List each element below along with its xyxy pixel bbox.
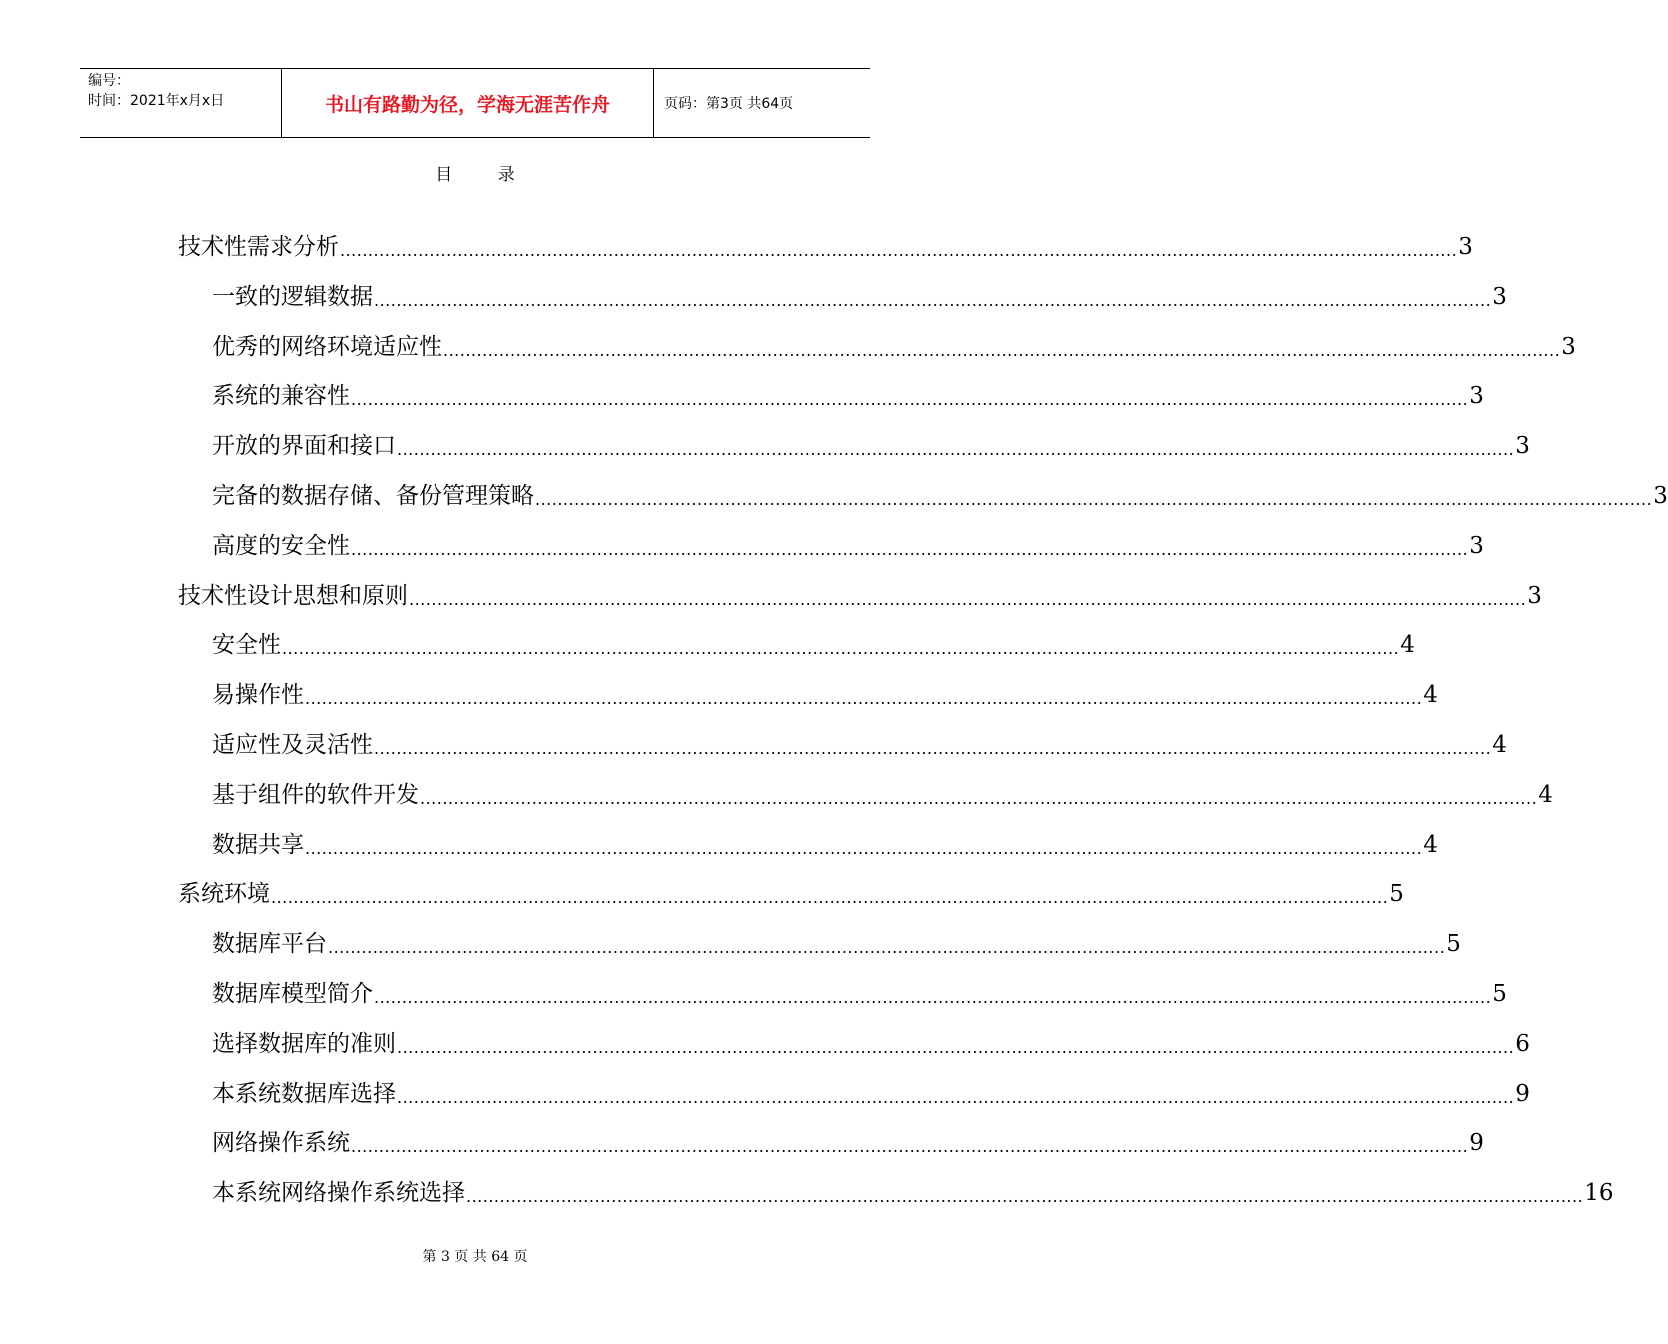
header-page-info: 页码：第3页 共64页 <box>664 96 794 112</box>
toc-leader-dots: ........................................................................................................................................................................................................ <box>282 639 1400 659</box>
toc-title <box>0 160 950 185</box>
toc-entry[interactable] <box>212 979 1507 1009</box>
toc-leader-dots: ........................................................................................................................................................................................................ <box>340 241 1458 260</box>
toc-entry-label: 优秀的网络环境适应性 <box>212 333 442 360</box>
toc-entry-label: 数据库模型简介 <box>212 981 373 1007</box>
toc-leader-dots: ........................................................................................................................................................................................................ <box>351 1137 1469 1157</box>
toc-entry-label: 系统环境 <box>178 881 270 908</box>
toc-entry-label: 技术性需求分析 <box>178 234 339 260</box>
toc-entry-label: 数据共享 <box>212 831 304 858</box>
toc-leader-dots: ........................................................................................................................................................................................................ <box>374 290 1492 310</box>
toc-entry-page: 3 <box>1515 433 1530 460</box>
toc-entry-page: 3 <box>1527 582 1542 609</box>
toc-entry-label: 系统的兼容性 <box>212 383 350 410</box>
toc-entry[interactable] <box>212 1128 1484 1158</box>
toc-leader-dots: ........................................................................................................................................................................................................ <box>305 838 1423 858</box>
toc-entry-label: 完备的数据存储、备份管理策略 <box>212 483 534 509</box>
toc-entry-label: 高度的安全性 <box>212 532 350 559</box>
toc-entry-label: 选择数据库的准则 <box>212 1030 396 1057</box>
toc-entry-page: 4 <box>1492 732 1507 758</box>
toc-entry-label: 技术性设计思想和原则 <box>178 582 408 609</box>
header-motto: 书山有路勤为径，学海无涯苦作舟 <box>282 69 654 137</box>
toc-entry[interactable] <box>212 481 1668 511</box>
toc-title-right: 录 <box>497 165 515 185</box>
toc-entry-page: 9 <box>1515 1080 1530 1107</box>
toc-entry-page: 3 <box>1469 532 1484 559</box>
toc-entry-label: 本系统网络操作系统选择 <box>212 1180 465 1207</box>
toc-entry-page: 5 <box>1492 981 1507 1007</box>
toc-entry-label: 开放的界面和接口 <box>212 433 396 460</box>
toc-entry[interactable] <box>212 929 1461 959</box>
toc-entry[interactable] <box>212 282 1507 312</box>
toc-entry-page: 9 <box>1469 1130 1484 1157</box>
toc-leader-dots: ........................................................................................................................................................................................................ <box>397 440 1515 460</box>
toc-entry-label: 网络操作系统 <box>212 1130 350 1157</box>
toc-entry-page: 4 <box>1538 781 1553 808</box>
toc-entry-page: 3 <box>1492 283 1507 310</box>
document-number-label: 编号： <box>88 73 130 89</box>
toc-entry-page: 5 <box>1446 931 1461 958</box>
toc-leader-dots: ........................................................................................................................................................................................................ <box>351 539 1469 559</box>
toc-leader-dots: ........................................................................................................................................................................................................ <box>443 340 1561 360</box>
toc-title-left: 目 <box>435 165 453 185</box>
toc-entry-page: 5 <box>1389 881 1404 908</box>
toc-entry-page: 16 <box>1584 1180 1614 1207</box>
toc-entry-label: 一致的逻辑数据 <box>212 283 373 310</box>
toc-leader-dots: ........................................................................................................................................................................................................ <box>374 988 1492 1007</box>
toc-entry[interactable] <box>212 531 1484 561</box>
toc-entry[interactable] <box>212 830 1438 860</box>
toc-entry-page: 3 <box>1561 333 1576 360</box>
document-time-label: 时间：2021年x月x日 <box>88 93 225 109</box>
toc-leader-dots: ........................................................................................................................................................................................................ <box>535 490 1653 509</box>
toc-leader-dots: ........................................................................................................................................................................................................ <box>397 1087 1515 1107</box>
toc-entry-label: 本系统数据库选择 <box>212 1080 396 1107</box>
toc-entry-label: 适应性及灵活性 <box>212 732 373 758</box>
toc-entry[interactable] <box>212 1029 1530 1059</box>
toc-leader-dots: ........................................................................................................................................................................................................ <box>328 938 1446 958</box>
toc-entry[interactable] <box>212 381 1484 411</box>
page-footer: 第 3 页 共 64 页 <box>422 1249 528 1265</box>
toc-entry-label: 基于组件的软件开发 <box>212 781 419 808</box>
toc-entry[interactable] <box>178 581 1542 611</box>
toc-entry[interactable] <box>212 630 1415 660</box>
toc-entry-label: 易操作性 <box>212 682 304 709</box>
toc-entry[interactable] <box>212 780 1553 810</box>
toc-entry-page: 4 <box>1400 632 1415 659</box>
toc-leader-dots: ........................................................................................................................................................................................................ <box>466 1187 1584 1207</box>
toc-entry[interactable] <box>212 1079 1530 1109</box>
toc-entry[interactable] <box>212 431 1530 461</box>
toc-leader-dots: ........................................................................................................................................................................................................ <box>420 788 1538 808</box>
toc-leader-dots: ........................................................................................................................................................................................................ <box>397 1037 1515 1057</box>
page-header <box>80 68 870 138</box>
toc-entry[interactable] <box>212 332 1576 362</box>
toc-leader-dots: ........................................................................................................................................................................................................ <box>271 888 1389 908</box>
toc-entry[interactable] <box>178 232 1473 262</box>
toc-entry[interactable] <box>212 730 1507 760</box>
toc-entry-page: 4 <box>1423 831 1438 858</box>
toc-entry-page: 3 <box>1653 483 1668 509</box>
header-meta <box>80 69 282 137</box>
toc-entry-page: 3 <box>1469 383 1484 410</box>
toc-leader-dots: ........................................................................................................................................................................................................ <box>305 689 1423 709</box>
toc-entry[interactable] <box>178 879 1404 909</box>
toc-entry[interactable] <box>212 680 1438 710</box>
toc-leader-dots: ........................................................................................................................................................................................................ <box>374 739 1492 758</box>
toc-entry-page: 4 <box>1423 682 1438 709</box>
toc-entry-label: 安全性 <box>212 632 281 659</box>
toc-entry-page: 3 <box>1458 234 1473 260</box>
toc-entry-label: 数据库平台 <box>212 931 327 958</box>
toc-entry[interactable] <box>212 1178 1614 1208</box>
toc-leader-dots: ........................................................................................................................................................................................................ <box>351 390 1469 410</box>
toc-leader-dots: ........................................................................................................................................................................................................ <box>409 589 1527 609</box>
toc-entry-page: 6 <box>1515 1030 1530 1057</box>
